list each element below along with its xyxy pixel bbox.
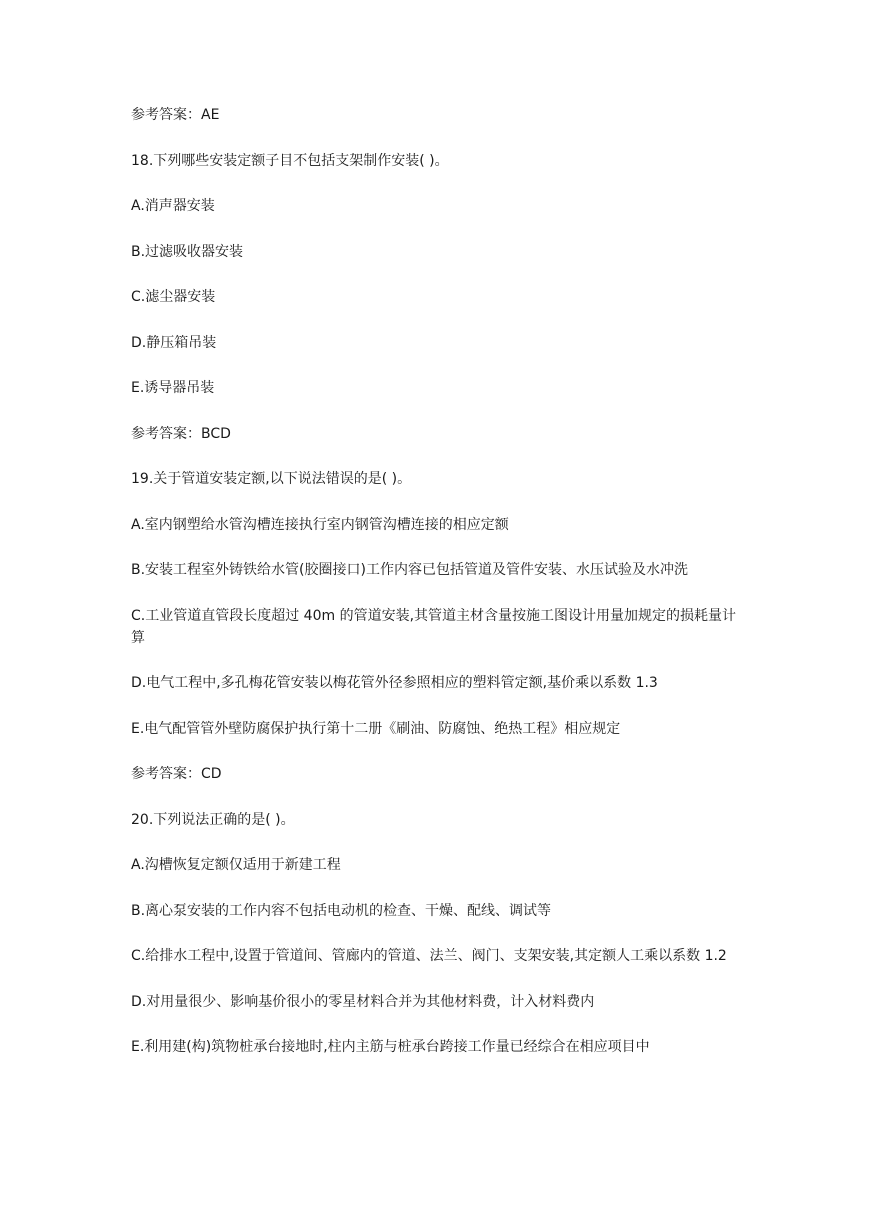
question-18: 18.下列哪些安装定额子目不包括支架制作安装( )。	[131, 152, 449, 169]
option-line: D.电气工程中,多孔梅花管安装以梅花管外径参照相应的塑料管定额,基价乘以系数 1.3	[131, 675, 658, 691]
option-line: A.室内钢塑给水管沟槽连接执行室内钢管沟槽连接的相应定额	[131, 516, 509, 533]
document-page	[131, 104, 743, 1082]
answer-line: 参考答案：CD	[131, 766, 222, 782]
option-line: E.电气配管管外壁防腐保护执行第十二册《刷油、防腐蚀、绝热工程》相应规定	[131, 720, 621, 737]
option-line: E.利用建(构)筑物桩承台接地时,柱内主筋与桩承台跨接工作量已经综合在相应项目中	[131, 1039, 650, 1055]
option-line: C.工业管道直管段长度超过 40m 的管道安装,其管道主材含量按施工图设计用量加规定的损耗量计算	[131, 607, 737, 646]
option-line: E.诱导器吊装	[131, 380, 215, 396]
question-20: 20.下列说法正确的是( )。	[131, 811, 295, 828]
option-line: B.离心泵安装的工作内容不包括电动机的检查、干燥、配线、调试等	[131, 902, 552, 919]
option-line: C.给排水工程中,设置于管道间、管廊内的管道、法兰、阀门、支架安装,其定额人工乘以系数 1.2	[131, 948, 727, 964]
option-line: B.安装工程室外铸铁给水管(胶圈接口)工作内容已包括管道及管件安装、水压试验及水冲洗	[131, 562, 688, 578]
option-line: D.对用量很少、影响基价很小的零星材料合并为其他材料费，计入材料费内	[131, 993, 595, 1010]
option-line: B.过滤吸收器安装	[131, 243, 244, 260]
option-line: A.沟槽恢复定额仅适用于新建工程	[131, 857, 341, 873]
option-line: A.消声器安装	[131, 198, 215, 214]
answer-line: 参考答案：BCD	[131, 425, 231, 442]
option-line: C.滤尘器安装	[131, 289, 216, 305]
answer-line: 参考答案：AE	[131, 107, 220, 123]
option-line: D.静压箱吊装	[131, 334, 217, 351]
question-19: 19.关于管道安装定额,以下说法错误的是( )。	[131, 471, 412, 487]
